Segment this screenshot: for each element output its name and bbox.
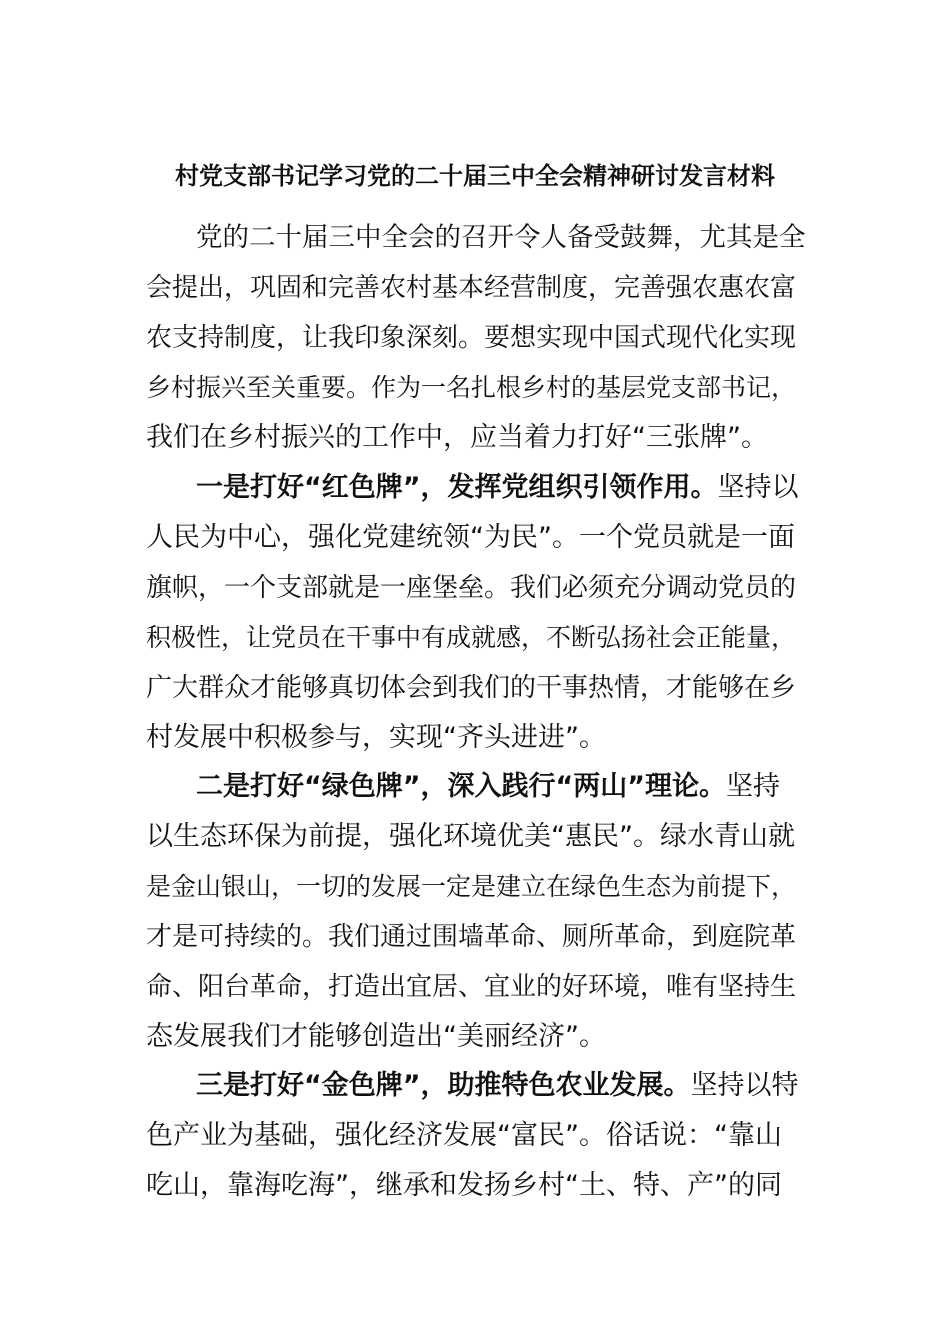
text-line [146,1116,782,1156]
line-text: 积极性，让党员在干事中有成就感，不断弘扬社会正能量， [146,623,797,652]
text-line [146,967,796,1007]
line-text: 是金山银山，一切的发展一定是建立在绿色生态为前提下， [146,872,797,901]
line-text: 会提出，巩固和完善农村基本经营制度，完善强农惠农富 [146,273,797,303]
line-text: 人民为中心，强化党建统领“为民”。一个党员就是一面 [146,522,795,553]
text-line [146,368,796,408]
text-line [146,817,795,857]
line-text: 农支持制度，让我印象深刻。要想实现中国式现代化实现 [146,323,797,353]
line-text: 吃山，靠海吃海”，继承和发扬乡村“土、特、产”的同 [146,1170,782,1201]
text-line [146,618,796,658]
text-line [146,518,795,558]
text-line [146,568,796,608]
text-line [146,668,796,708]
line-text: 色产业为基础，强化经济发展“富民”。俗话说：“靠山 [146,1120,782,1151]
document-title: 村党支部书记学习党的二十届三中全会精神研讨发言材料 [175,162,775,190]
line-text: 党的二十届三中全会的召开令人备受鼓舞，尤其是全 [196,222,806,253]
line-text: 命、阳台革命，打造出宜居、宜业的好环境，唯有坚持生 [146,972,797,1002]
text-line [196,218,806,258]
text-line [146,318,796,358]
line-text: 才是可持续的。我们通过围墙革命、厕所革命，到庭院革 [146,922,797,952]
line-text: 村发展中积极参与，实现“齐头进进”。 [146,722,606,753]
text-line [146,418,768,458]
text-line [146,867,796,907]
section-heading: 二是打好“绿色牌”，深入践行“两山”理论。 [196,771,726,802]
section-heading: 一是打好“红色牌”，发挥党组织引领作用。 [196,472,718,503]
text-line [146,1017,606,1057]
text-line [146,268,796,308]
line-text: 坚持 [725,771,780,802]
section-heading: 三是打好“金色牌”，助推特色农业发展。 [196,1070,691,1101]
line-text: 坚持以 [717,472,799,503]
text-line [146,917,796,957]
text-line [146,1166,782,1206]
line-text: 我们在乡村振兴的工作中，应当着力打好“三张牌”。 [146,422,768,453]
line-text: 坚持以特 [690,1070,799,1101]
section-heading-line [196,1066,799,1106]
line-text: 以生态环保为前提，强化环境优美“惠民”。绿水青山就 [146,821,795,852]
section-heading-line [196,767,780,807]
text-line [146,718,606,758]
section-heading-line [196,468,799,508]
line-text: 态发展我们才能够创造出“美丽经济”。 [146,1021,606,1052]
line-text: 乡村振兴至关重要。作为一名扎根乡村的基层党支部书记， [146,373,797,402]
line-text: 旗帜，一个支部就是一座堡垒。我们必须充分调动党员的 [146,573,797,603]
line-text: 广大群众才能够真切体会到我们的干事热情，才能够在乡 [146,673,797,703]
